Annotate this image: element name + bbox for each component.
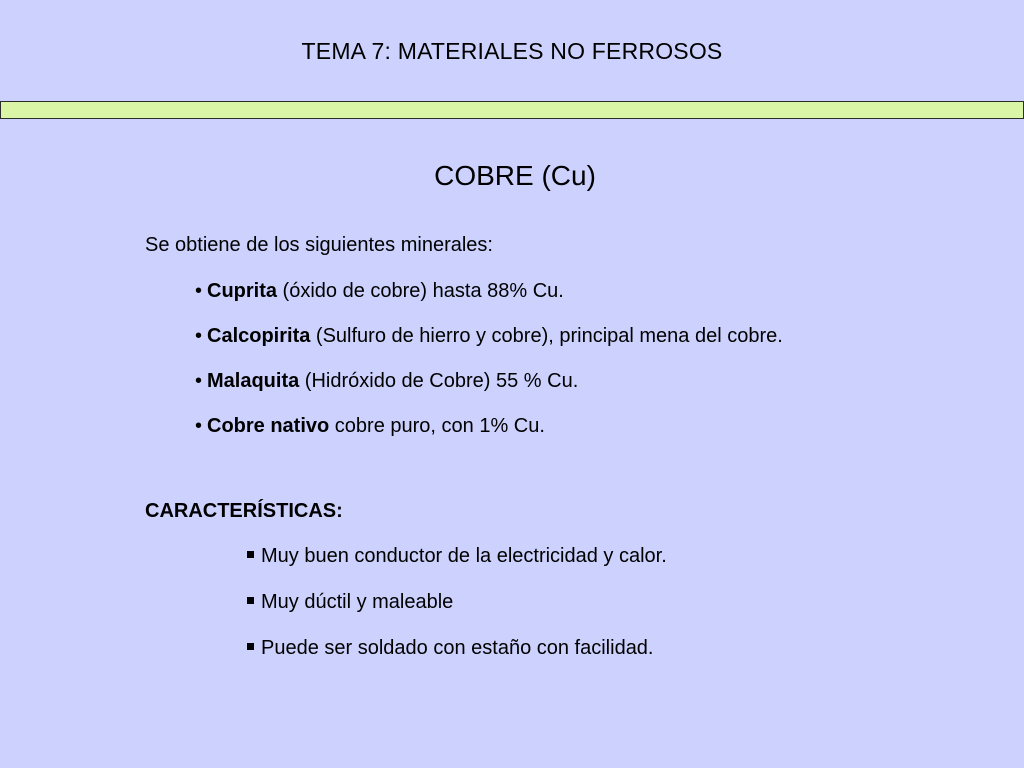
- mineral-list: [145, 276, 1005, 456]
- mineral-description: (Sulfuro de hierro y cobre), principal mena del cobre.: [310, 325, 783, 347]
- square-bullet-icon: [247, 551, 254, 558]
- round-bullet-icon: •: [195, 370, 203, 392]
- list-item: [247, 587, 1005, 633]
- characteristics-list: [145, 541, 1005, 679]
- round-bullet-icon: •: [195, 415, 203, 437]
- header-divider-bar: [0, 101, 1024, 119]
- minerals-intro: Se obtiene de los siguientes minerales:: [145, 234, 493, 256]
- list-item: [195, 276, 1005, 321]
- mineral-name: Cobre nativo: [207, 415, 330, 437]
- square-bullet-icon: [247, 643, 254, 650]
- list-item: [195, 411, 1005, 456]
- slide-content: [145, 230, 1005, 679]
- mineral-name: Malaquita: [207, 370, 300, 392]
- list-item: [247, 541, 1005, 587]
- characteristics-heading: CARACTERÍSTICAS:: [145, 500, 343, 522]
- characteristic-text: Puede ser soldado con estaño con facilidad.: [261, 637, 654, 659]
- mineral-name: Calcopirita: [207, 325, 311, 347]
- characteristic-text: Muy buen conductor de la electricidad y calor.: [261, 545, 667, 567]
- mineral-name: Cuprita: [207, 280, 277, 302]
- characteristic-text: Muy dúctil y maleable: [261, 591, 454, 613]
- header-title: TEMA 7: MATERIALES NO FERROSOS: [301, 38, 723, 64]
- square-bullet-icon: [247, 597, 254, 604]
- list-item: [195, 321, 1005, 366]
- list-item: [195, 366, 1005, 411]
- list-item: [247, 633, 1005, 679]
- mineral-description: (Hidróxido de Cobre) 55 % Cu.: [299, 370, 579, 392]
- mineral-description: cobre puro, con 1% Cu.: [329, 415, 545, 437]
- round-bullet-icon: •: [195, 325, 203, 347]
- slide-title: COBRE (Cu): [434, 160, 596, 191]
- mineral-description: (óxido de cobre) hasta 88% Cu.: [277, 280, 564, 302]
- round-bullet-icon: •: [195, 280, 203, 302]
